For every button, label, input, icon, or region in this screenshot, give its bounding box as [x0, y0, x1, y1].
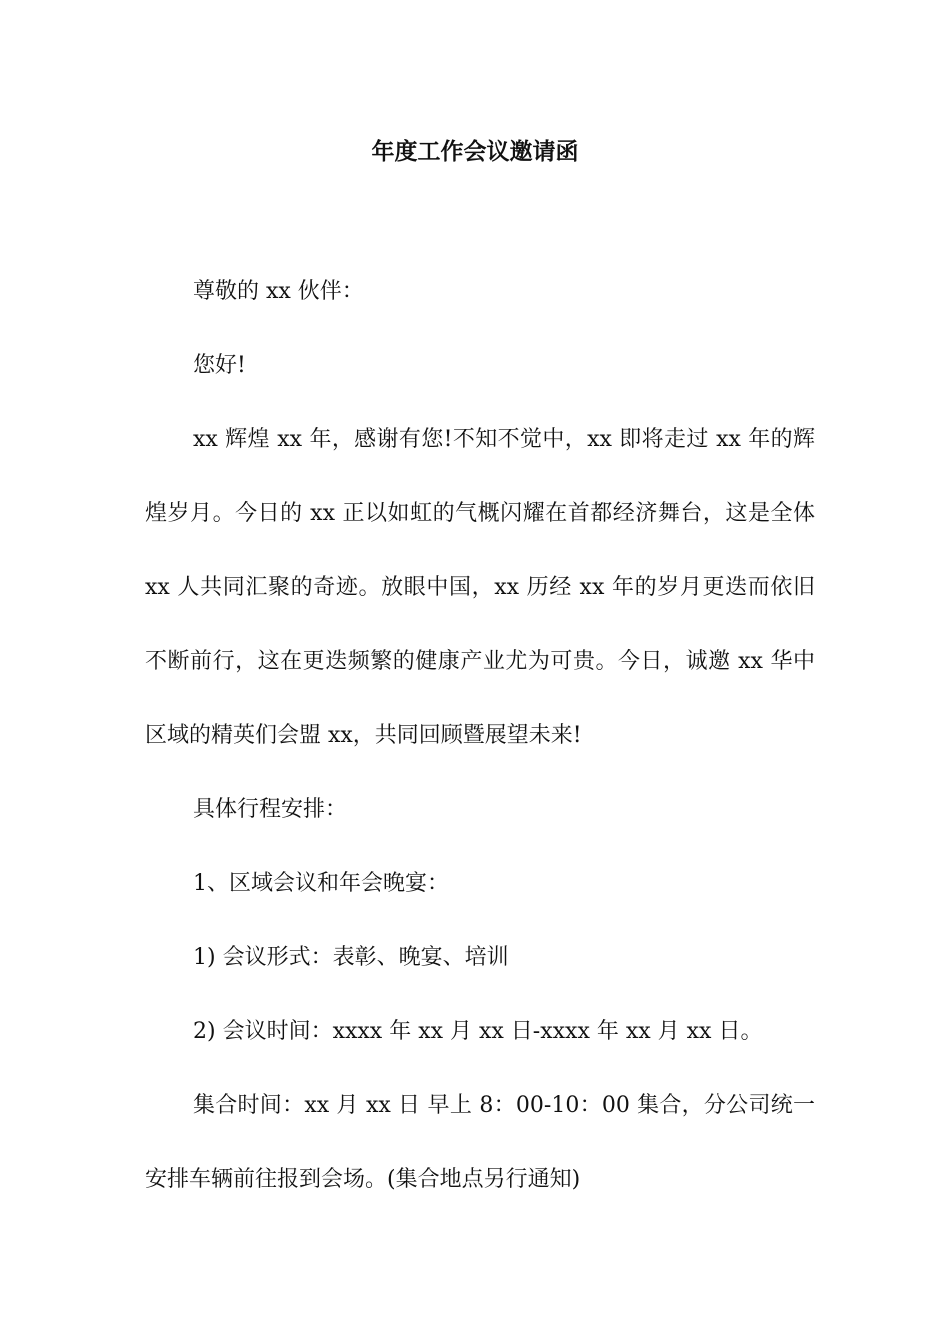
document-body	[145, 255, 815, 1217]
schedule-item-1-format: 1) 会议形式：表彰、晚宴、培训	[193, 945, 509, 970]
greeting-line: 尊敬的 xx 伙伴：	[193, 279, 364, 304]
schedule-item-1-time: 2) 会议时间：xxxx 年 xx 月 xx 日-xxxx 年 xx 月 xx 日。	[193, 1019, 763, 1044]
document-title: 年度工作会议邀请函	[371, 139, 579, 165]
schedule-item-1: 1、区域会议和年会晚宴：	[193, 871, 449, 896]
intro-paragraph: xx 辉煌 xx 年，感谢有您!不知不觉中，xx 即将走过 xx 年的辉煌岁月。今日的 xx 正以如虹的气概闪耀在首都经济舞台，这是全体 xx 人共同汇聚的奇迹。放眼中国，xx 历经 xx 年的岁月更迭而依旧不断前行，这在更迭频繁的健康产业尤为可贵。今日，诚邀 xx 华中区域的精英们会盟 xx，共同回顾暨展望未来!	[145, 427, 815, 748]
salutation-line: 您好!	[193, 353, 246, 378]
schedule-heading: 具体行程安排：	[193, 797, 348, 822]
gathering-paragraph: 集合时间：xx 月 xx 日 早上 8：00-10：00 集合，分公司统一安排车辆前往报到会场。(集合地点另行通知)	[145, 1093, 815, 1192]
